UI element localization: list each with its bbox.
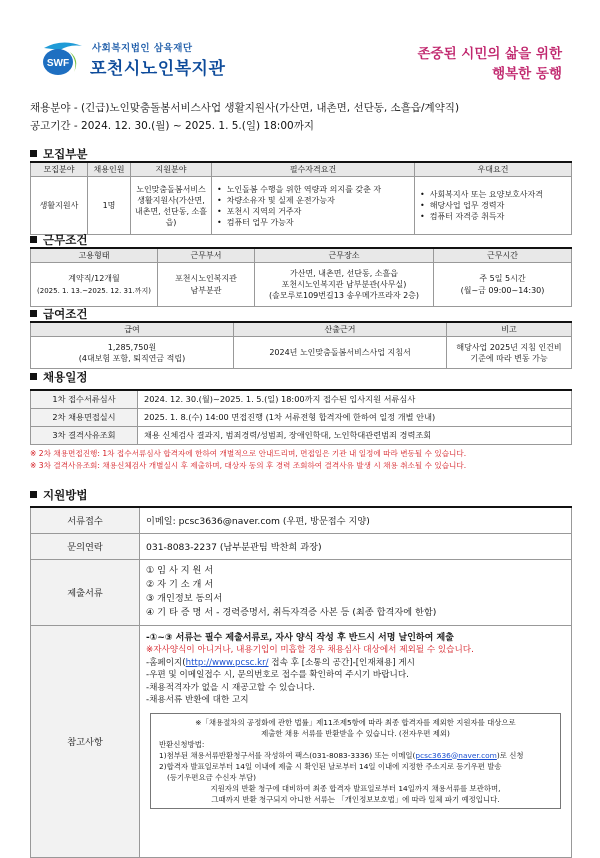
- salary-note: 해당사업 2025년 지침 인건비: [456, 342, 562, 352]
- work-address: (솔모루로109번길13 송우메가프라자 2층): [268, 291, 420, 300]
- salary-amount: 1,285,750원: [107, 342, 157, 352]
- doc-item: ③ 개인정보 동의서: [146, 593, 223, 604]
- employment-period: (2025. 1. 13.~2025. 12. 31.까지): [37, 286, 151, 295]
- required-qualifications: [215, 184, 411, 228]
- schedule-detail: 2025. 1. 8.(수) 14:00 면접진행 (1차 서류전형 합격자에 한하여 일정 개별 안내): [138, 408, 572, 426]
- schedule-stage: 1차 접수서류심사: [31, 390, 138, 408]
- notice-line: ※「채용절차의 공정화에 관한 법률」제11조제5항에 따라 최종 합격자를 제외한 지원자를 대상으로: [195, 717, 516, 727]
- apply-table: [30, 506, 572, 858]
- receipt-value: 이메일: pcsc3636@naver.com (우편, 방문접수 지양): [140, 507, 572, 533]
- ref-warning: ※자사양식이 아니거나, 내용기입이 미흡할 경우 채용심사 대상에서 제외될 수 있습니다.: [146, 645, 474, 655]
- work-hours: (월~금 09:00~14:30): [460, 285, 545, 295]
- logo-text: SWF: [46, 58, 70, 69]
- required-item: • 포천시 지역의 거주자: [225, 206, 411, 217]
- org-name: 포천시노인복지관: [90, 59, 226, 79]
- notice-line: 1)첨부된 채용서류반환청구서를 작성하여 팩스(031-8083-3336) 또는 이메일(pcsc3636@naver.com)로 신청: [159, 750, 524, 760]
- employment-type: 계약직/12개월: [68, 273, 120, 283]
- doc-item: ④ 기 타 증 명 서 - 경력증명서, 취득자격증 사본 등 (최종 합격자에 한함): [146, 607, 437, 618]
- recruit-count: 1명: [88, 177, 131, 235]
- job-info: [30, 99, 459, 135]
- job-period-label: 공고기간: [30, 120, 71, 132]
- contact-value: 031-8083-2237 (남부분관팀 박찬희 과장): [140, 533, 572, 559]
- recruit-header: 필수자격요건: [212, 162, 415, 177]
- contact-label: 문의연락: [31, 533, 140, 559]
- notice-email-link[interactable]: pcsc3636@naver.com: [415, 750, 497, 760]
- docs-list: [140, 559, 572, 625]
- required-item: • 차량소유자 및 실제 운전가능자: [225, 195, 411, 206]
- schedule-note-2: ※ 3차 결격사유조회: 채용신체검사 개별실시 후 제출하며, 대상자 동의 후 경력 조회하여 결격사유 발생 시 채용 취소될 수 있습니다.: [30, 461, 467, 470]
- section-title-conditions: 근무조건: [30, 232, 87, 248]
- salary-table: [30, 321, 572, 369]
- job-period-line: 공고기간 - 2024. 12. 30.(월) ~ 2025. 1. 5.(일) 18:00까지: [30, 120, 314, 132]
- schedule-note-1: ※ 2차 채용면접진행: 1차 접수서류심사 합격자에 한하여 개별적으로 안내드리며, 면접일은 기관 내 일정에 따라 변동될 수 있습니다.: [30, 449, 467, 458]
- document-return-notice: [150, 713, 561, 809]
- recruit-header: 지원분야: [131, 162, 212, 177]
- work-days: 주 5일 5시간: [479, 273, 526, 283]
- work-place: 가산면, 내촌면, 선단동, 소흘읍: [290, 269, 398, 278]
- doc-item: ② 자 기 소 개 서: [146, 579, 214, 590]
- job-field-line: 채용분야 - (긴급)노인맞춤돌봄서비스사업 생활지원사(가산면, 내촌면, 선단동, 소흘읍/계약직): [30, 102, 460, 114]
- salary-header: 비고: [447, 322, 572, 337]
- notice-line: 반환신청방법:: [159, 739, 205, 749]
- salary-note-detail: 기준에 따라 변동 가능: [470, 353, 548, 363]
- job-period-value: 2024. 12. 30.(월) ~ 2025. 1. 5.(일) 18:00까지: [81, 120, 314, 132]
- department: 포천시노인복지관: [175, 273, 237, 283]
- schedule-detail: 채용 신체검사 결과지, 범죄경력/성범죄, 장애인학대, 노인학대관련범죄 경력조회: [138, 426, 572, 444]
- notice-line: 지원자의 반환 청구에 대비하여 최종 합격자 발표일로부터 14일까지 채용서류를 보관하며,: [210, 783, 501, 793]
- preferred-item: • 컴퓨터 자격증 취득자: [428, 211, 568, 222]
- ref-required-docs: -①~③ 서류는 필수 제출서류로, 자사 양식 작성 후 반드시 서명 날인하여 제출: [146, 632, 454, 643]
- required-item: • 노인돌봄 수행을 위한 역량과 의지를 갖춘 자: [225, 184, 411, 195]
- conditions-header: 근무장소: [255, 248, 434, 263]
- salary-basis: 2024년 노인맞춤돌봄서비스사업 지침서: [234, 337, 447, 369]
- salary-amount-note: (4대보험 포함, 퇴직연금 적립): [78, 353, 186, 363]
- receipt-label: 서류접수: [31, 507, 140, 533]
- reference-label: 참고사항: [31, 625, 140, 857]
- recruit-header: 채용인원: [88, 162, 131, 177]
- conditions-header: 근무시간: [434, 248, 572, 263]
- required-item: • 컴퓨터 업무 가능자: [225, 217, 411, 228]
- notice-line: 2)합격자 발표일로부터 14일 이내에 제출 시 확인된 날로부터 14일 이내에 지정한 주소지로 등기우편 발송: [159, 761, 502, 771]
- job-field-value: (긴급)노인맞춤돌봄서비스사업 생활지원사(가산면, 내촌면, 선단동, 소흘읍/계약직): [81, 102, 460, 114]
- ref-homepage: -홈페이지(http://www.pcsc.kr/ 접속 후 [소통의 공간]-[인재채용] 게시: [146, 657, 415, 668]
- doc-item: ① 임 사 지 원 서: [146, 565, 214, 576]
- docs-label: 제출서류: [31, 559, 140, 625]
- recruit-header: 우대요건: [415, 162, 572, 177]
- ref-line: -우편 및 이메일접수 시, 문의번호로 접수를 확인하여 주시기 바랍니다.: [146, 670, 409, 680]
- schedule-stage: 3차 결격사유조회: [31, 426, 138, 444]
- schedule-stage: 2차 채용면접실시: [31, 408, 138, 426]
- conditions-header: 고용형태: [31, 248, 158, 263]
- org-subtitle: 사회복지법인 삼육재단: [92, 43, 193, 54]
- slogan-line-1: 존중된 시민의 삶을 위한: [417, 46, 562, 62]
- schedule-table: [30, 389, 572, 445]
- header: [40, 38, 570, 83]
- slogan-line-2: 행복한 동행: [492, 66, 562, 82]
- job-field-label: 채용분야: [30, 102, 71, 114]
- ref-line: -채용적격자가 없을 시 재공고할 수 있습니다.: [146, 682, 315, 693]
- schedule-detail: 2024. 12. 30.(월)~2025. 1. 5.(일) 18:00까지 접수된 입사지원 서류심사: [138, 390, 572, 408]
- notice-line: 제출한 채용 서류를 반환받을 수 있습니다. (전자우편 제외): [261, 728, 450, 738]
- section-title-schedule: 채용일정: [30, 369, 87, 385]
- conditions-header: 근무부서: [158, 248, 255, 263]
- work-office: 포천시노인복지관 남부분관(사무실): [281, 280, 407, 289]
- salary-header: 급여: [31, 322, 234, 337]
- recruit-header: 모집분야: [31, 162, 88, 177]
- section-title-salary: 급여조건: [30, 306, 87, 322]
- notice-line: (등기우편요금 수신자 부담): [167, 772, 256, 782]
- preferred-qualifications: [418, 189, 568, 222]
- ref-line: -채용서류 반환에 대한 고지: [146, 695, 249, 705]
- preferred-item: • 사회복지사 또는 요양보호사자격: [428, 189, 568, 200]
- recruit-field: 생활지원사: [31, 177, 88, 235]
- recruit-area: 노인맞춤돌봄서비스 생활지원사(가산면, 내촌면, 선단동, 소흘읍): [131, 177, 212, 235]
- section-title-recruit: 모집부분: [30, 146, 87, 162]
- reference-content: [140, 625, 572, 857]
- conditions-table: [30, 247, 572, 307]
- department-branch: 남부분관: [190, 285, 222, 295]
- homepage-link[interactable]: http://www.pcsc.kr/: [185, 657, 269, 668]
- recruit-table: [30, 161, 572, 235]
- swf-logo-icon: [40, 40, 84, 76]
- section-title-apply: 지원방법: [30, 487, 87, 503]
- preferred-item: • 해당사업 업무 경력자: [428, 200, 568, 211]
- salary-header: 산출근거: [234, 322, 447, 337]
- notice-line: 그때까지 반환 청구되지 아니한 서류는 「개인정보보호법」에 따라 일체 파기 예정입니다.: [211, 794, 500, 804]
